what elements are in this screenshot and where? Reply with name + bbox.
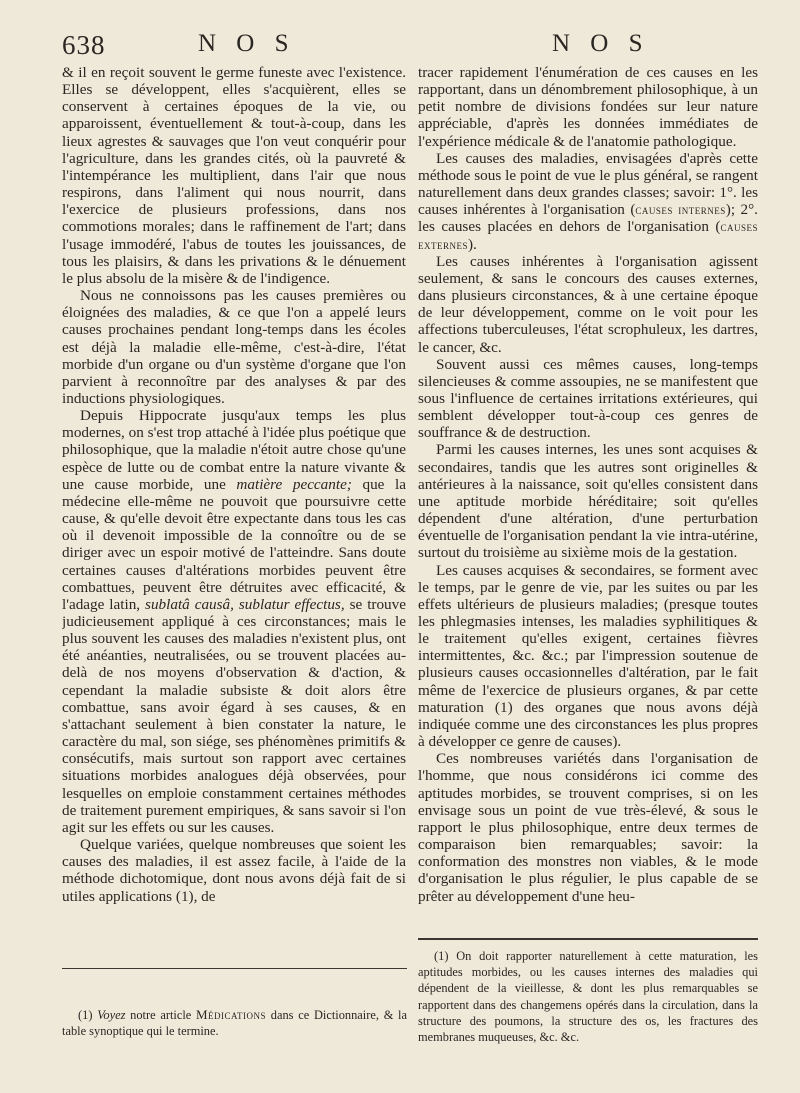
text-run: ); 2°. les causes placées en dehors de l'organisation ( [418,201,758,236]
paragraph: Parmi les causes internes, les unes sont acquises & secondaires, tandis que les autres sont originelles & antérieures à la naissance, soit qu'elles consistent dans une aptitude morbide héréditaire; soit qu'elles dépendent d'une altération, d'une perturbation éventuelle de l'organisation pendant la vie intra-utérine, surtout du troisième au sixième mois de la gestation. [418,441,758,562]
paragraph: Nous ne connoissons pas les causes premières ou éloignées des maladies, & ce que l'on a appelé leurs causes prochaines pendant long-temps dans les écoles est déjà la maladie elle-même, c'est-à-dire, l'état morbide d'un organe ou d'un système d'organe que l'on parvient à reconnoître par des analyses & par des inductions physiologiques. [62,287,406,407]
paragraph: Quelque variées, quelque nombreuses que soient les causes des maladies, il est assez facile, à l'aide de la méthode dichotomique, dont nous avons déjà fait de si utiles applications (1), de [62,836,406,905]
italic-phrase: matière peccante; [236,475,352,493]
paragraph: tracer rapidement l'énumération de ces causes en les rapportant, dans un dénombrement philosophique, à un petit nombre de divisions fondées sur leur nature appréciable, d'après les données immédiates de l'expérience médicale & de l'anatomie pathologique. [418,64,758,150]
italic-phrase: sublatâ causâ, sublatur effectus, [145,595,345,613]
text-run: que la médecine elle-même ne pouvoit que poursuivre cette cause, & qu'elle devoit être expectante dans tous les cas où il devenoit impossible de la connoître ou de se diriger avec un espoir motivé de l'atteindre. Sans doute certaines causes d'altérations morbides peuvent être combattues, peuvent être détruites avec efficacité, & l'adage latin, [62,475,406,613]
footnote-text [62,1007,407,1039]
paragraph: & il en reçoit souvent le germe funeste avec l'existence. Elles se développent, elles s'acquièrent, elles se conservent à certaines époques de la vie, ou apparoissent, éventuellement & tout-à-coup, dans les lieux agrestes & sauvages que l'on veut conquérir pour l'agriculture, dans les grandes cités, où la pauvreté & l'intempérance les multiplient, dans l'air que nous respirons, dans l'aliment qui nous nourrit, dans l'exercice de plusieurs professions, dans nos commotions morales; dans le raffinement de l'art; dans l'usage immodéré, l'abus de toutes les jouissances, de tous les plaisirs, & dans les privations & le dénuement le plus absolu de la misère & de l'indigence. [62,64,406,287]
footnote-right [418,948,758,1045]
paragraph: Les causes inhérentes à l'organisation agissent seulement, & sans le concours des causes externes, dans plusieurs circonstances, & à une certaine époque de leur développement, comme on le voit pour les affections tuberculeuses, l'état scrophuleux, les dartres, le cancer, &c. [418,252,758,356]
text-run: (1) [78,1008,98,1022]
paragraph: Souvent aussi ces mêmes causes, long-temps silencieuses & comme assoupies, ne se manifestent que sous l'influence de certaines irritations extérieures, qui semblent développer tout-à-coup ces genres de souffrance & de destruction. [418,355,758,442]
paragraph: Ces nombreuses variétés dans l'organisation de l'homme, que nous considérons ici comme des aptitudes morbides, se trouvent comprises, si on les envisage sous un point de vue très-élevé, & sous le rapport le plus philosophique, entre deux termes de comparaison bien remarquables; savoir: la conformation des monstres non viables, & le mode d'organisation le plus régulier, le plus capable de se prêter au développement d'une heu- [418,750,758,905]
text-run: Les causes des maladies, envisagées d'après cette méthode sous le point de vue le plus général, se rangent naturellement dans deux grandes classes; savoir: 1°. les causes inhérentes à l'organisation ( [418,149,758,219]
left-column [62,64,406,944]
footnote-left [62,1007,407,1039]
paragraph [62,407,406,836]
text-run: dans ce Dictionnaire, & la table synoptique qui le termine. [62,1008,408,1039]
text-run: se trouve judicieusement appliqué à ces circonstances; mais le plus souvent les causes des maladies n'existent plus, ont été anéanties, neutralisées, ou se trouvent placées au-delà de nos moyens d'observation & d'action, & cependant la maladie subsiste & doit alors être combattue, sans avoir égard à ses causes, & en s'attachant seulement à bien constater la nature, le caractère du mal, son siége, ses phénomènes primitifs & consécutifs, mais surtout son rapport avec certaines situations morbides analogues déjà observées, pour lesquelles on emploie constamment certaines méthodes de traitement purement empiriques, & sans savoir si l'on agit sur les effets ou sur les causes. [62,595,406,836]
small-caps-term: causes internes [635,202,726,218]
text-run: ). [468,235,477,253]
running-head-right: N O S [552,30,650,57]
right-column [418,64,758,926]
text-run: Depuis Hippocrate jusqu'aux temps les plus modernes, on s'est trop attaché à l'idée plus poétique que philosophique, que la maladie n'étoit autre chose qu'une espèce de lutte ou de combat entre la nature vivante & une cause morbide, une [62,407,406,493]
italic-phrase: Voyez [97,1008,126,1022]
small-caps-term: causes externes [418,219,758,252]
paragraph [418,150,758,253]
text-run: notre article [125,1008,196,1022]
footnote-divider-left [62,968,407,969]
footnote-text: (1) On doit rapporter naturellement à cette maturation, les aptitudes morbides, ou les causes internes des maladies qui dépendent de la vieillesse, & dont les plus remarquables se rapportent dans des changemens opérés dans la circulation, dans la structure des poumons, la structure des os, les fractures des membranes muqueuses, &c. &c. [418,949,758,1045]
footnote-divider-right [418,938,758,940]
running-head-left: N O S [198,30,296,57]
page-header [0,28,800,62]
small-caps-term: Médications [196,1007,267,1022]
page-number: 638 [62,30,106,60]
paragraph: Les causes acquises & secondaires, se forment avec le temps, par le genre de vie, par les suites ou par les effets ultérieurs de plusieurs maladies; (presque toutes les phlegmasies intenses, les maladies syphilitiques & le traitement qu'elles exigent, certaines fièvres intermittentes, &c. &c.; par l'impression soutenue de plusieurs causes occasionnelles d'altération, par le fait même de l'exercice de plusieurs organes, & par cette maturation (1) des organes que nous avons déjà indiquée comme une des circonstances les plus propres à développer ce genre de causes). [418,561,758,751]
